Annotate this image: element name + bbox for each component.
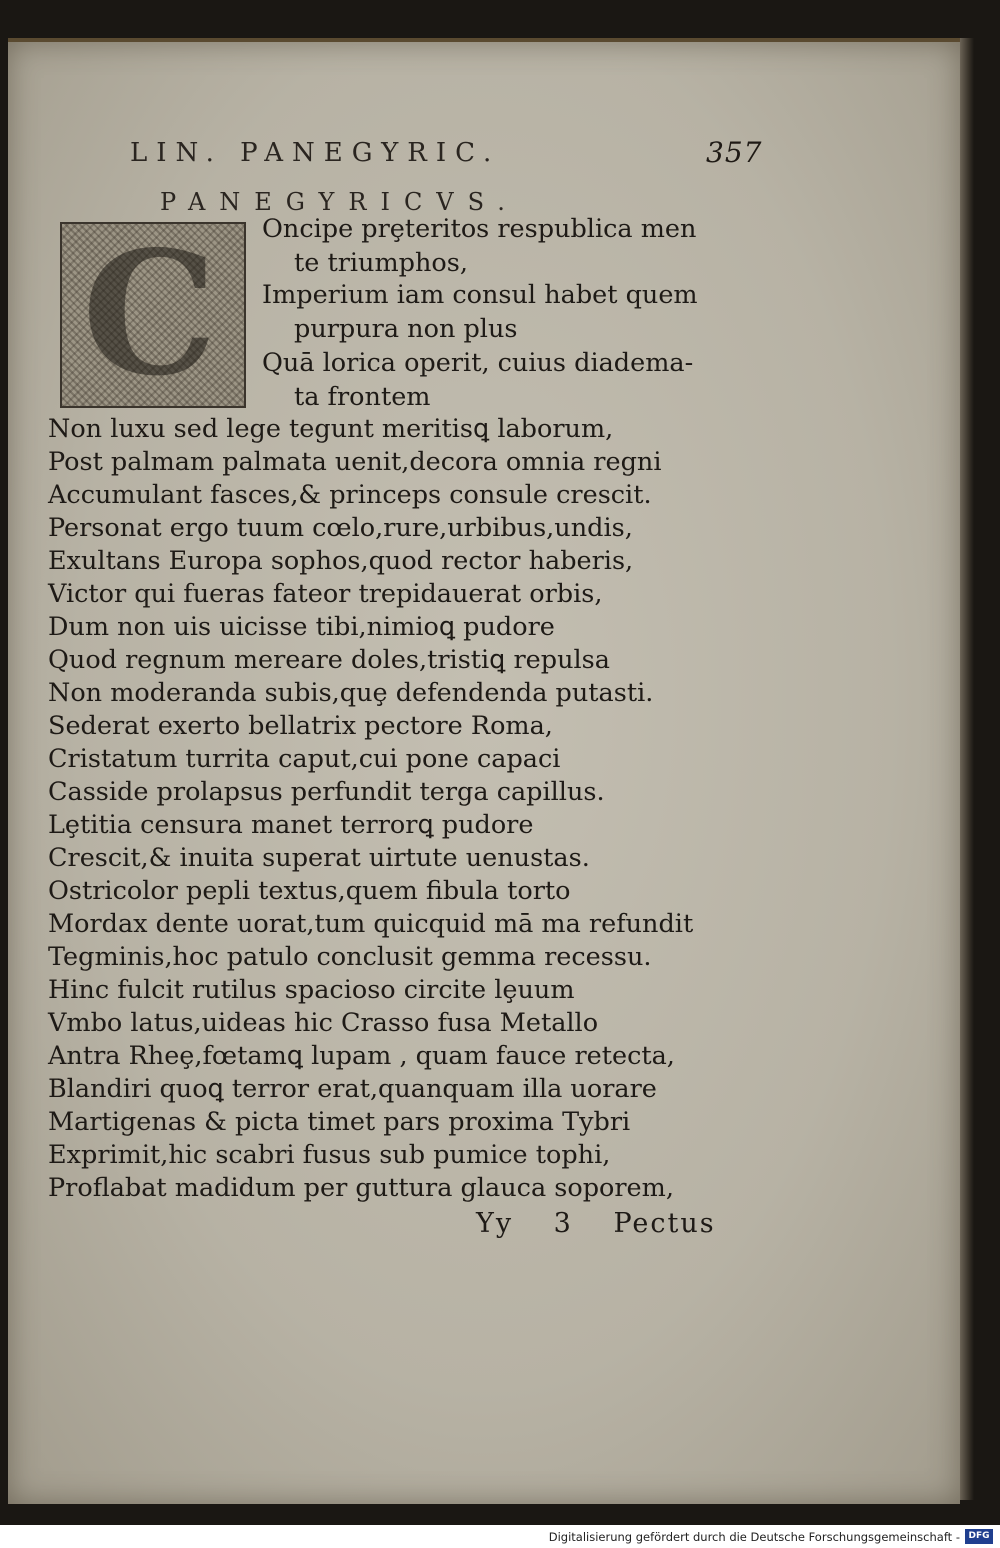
poem-line: Tegminis,hoc patulo conclusit gemma recessu. (48, 942, 652, 972)
poem-line: Crescit,& inuita superat uirtute uenustas. (48, 843, 590, 873)
dfg-logo: DFG (965, 1529, 993, 1544)
initial-letter: C (82, 214, 218, 414)
funding-credit: Digitalisierung gefördert durch die Deutsche Forschungsgemeinschaft - (548, 1530, 960, 1544)
poem-line: Non moderanda subis,quȩ defendenda putasti. (48, 678, 654, 708)
poem-line: Non luxu sed lege tegunt meritisꝗ laborum, (48, 414, 614, 444)
page-number: 357 (706, 136, 763, 169)
poem-line: Exprimit,hic scabri fusus sub pumice tophi, (48, 1140, 611, 1170)
poem-line: Martigenas & picta timet pars proxima Tybri (48, 1107, 631, 1137)
poem-line: Casside prolapsus perfundit terga capillus. (48, 777, 605, 807)
poem-line: Dum non uis uicisse tibi,nimioꝗ pudore (48, 612, 555, 642)
poem-line: Lȩtitia censura manet terrorꝗ pudore (48, 810, 534, 840)
poem-line: Victor qui fueras fateor trepidauerat orbis, (48, 579, 603, 609)
poem-line: Proflabat madidum per guttura glauca soporem, (48, 1173, 674, 1203)
poem-line: Oncipe prȩteritos respublica men (262, 214, 697, 244)
poem-line: Imperium iam consul habet quem (262, 280, 698, 310)
poem-line: purpura non plus (294, 314, 518, 344)
poem-line: Hinc fulcit rutilus spacioso circite lȩuum (48, 975, 575, 1005)
signature-mark: Yy (476, 1208, 514, 1239)
poem-line: Quā lorica operit, cuius diadema- (262, 348, 694, 378)
poem-line: Antra Rheȩ,fœtamꝗ lupam , quam fauce retecta, (48, 1041, 675, 1071)
section-title: PANEGYRICVS. (160, 188, 519, 216)
poem-line: ta frontem (294, 382, 431, 412)
poem-line: Ostricolor pepli textus,quem fibula torto (48, 876, 571, 906)
running-head: LIN. PANEGYRIC. (130, 138, 501, 168)
page-edge (960, 38, 974, 1500)
catchword-line (476, 1208, 716, 1239)
catchword: Pectus (613, 1208, 716, 1239)
poem-line: Accumulant fasces,& princeps consule crescit. (48, 480, 652, 510)
poem-line: Exultans Europa sophos,quod rector haberis, (48, 546, 634, 576)
poem-line: Quod regnum mereare doles,tristiꝗ repulsa (48, 645, 610, 675)
poem-line: Blandiri quoꝗ terror erat,quanquam illa uorare (48, 1074, 657, 1104)
decorated-initial (60, 214, 246, 414)
poem-line: Personat ergo tuum cœlo,rure,urbibus,undis, (48, 513, 633, 543)
poem-line: Mordax dente uorat,tum quicquid mā ma refundit (48, 909, 694, 939)
poem-line: Sederat exerto bellatrix pectore Roma, (48, 711, 553, 741)
poem-line: Cristatum turrita caput,cui pone capaci (48, 744, 561, 774)
poem-line: Post palmam palmata uenit,decora omnia regni (48, 447, 662, 477)
poem-line: te triumphos, (294, 248, 468, 278)
poem-line: Vmbo latus,uideas hic Crasso fusa Metallo (48, 1008, 599, 1038)
signature-number: 3 (553, 1208, 573, 1239)
